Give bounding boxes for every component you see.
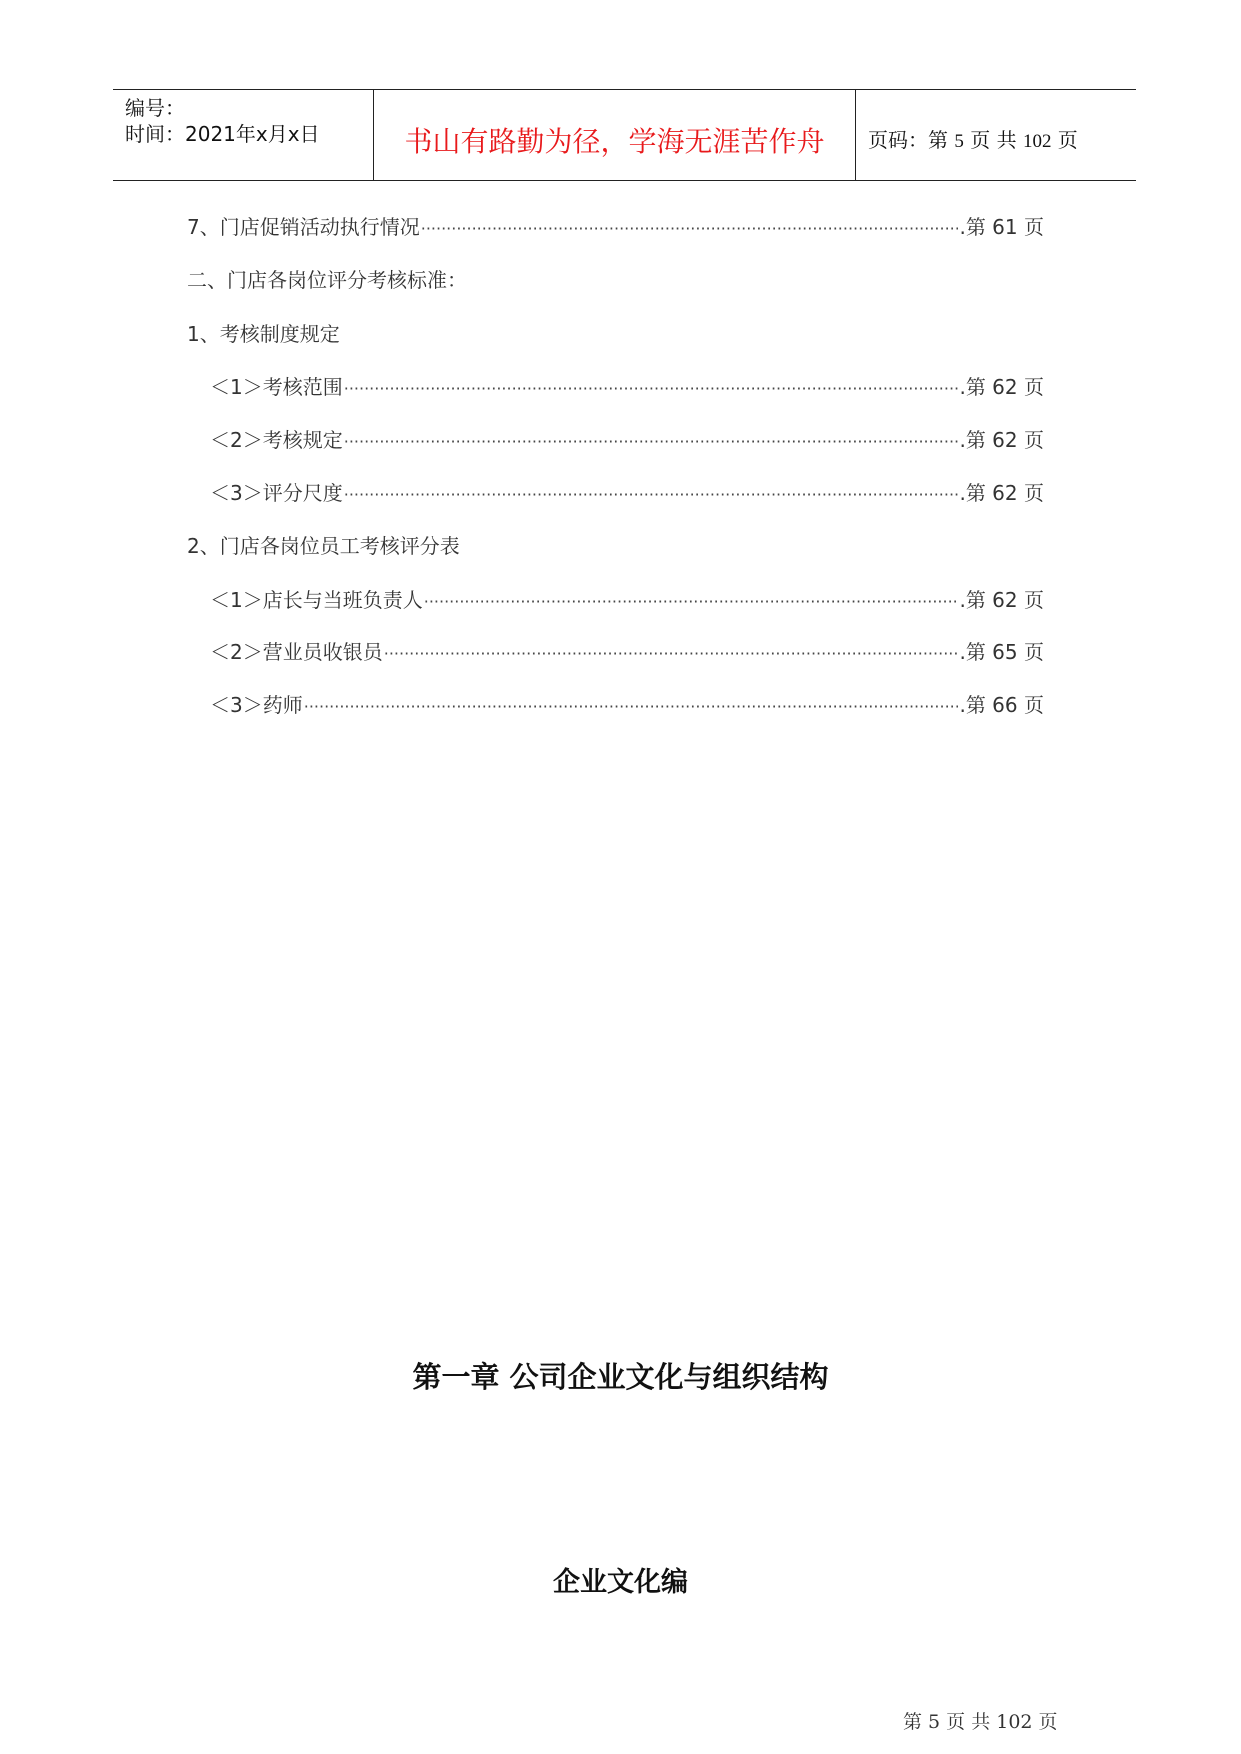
toc-leader — [424, 592, 959, 611]
page-current: 5 — [954, 131, 964, 152]
toc-entry[interactable] — [210, 584, 1044, 613]
date-line: 时间：2021年x月x日 — [125, 122, 320, 146]
toc-entry-label: ＜1＞考核范围 — [210, 375, 343, 399]
toc-entry-label: ＜2＞营业员收银员 — [210, 640, 383, 664]
toc-leader — [344, 379, 959, 398]
page-total: 102 — [1022, 131, 1052, 152]
toc-entry[interactable] — [210, 636, 1044, 665]
toc-subsection-title: 1、考核制度规定 — [187, 322, 340, 346]
toc-leader — [304, 697, 959, 716]
motto: 书山有路勤为径，学海无涯苦作舟 — [404, 125, 825, 158]
page-prefix: 页码：第 — [868, 128, 948, 152]
page-mid: 页 共 — [970, 128, 1017, 152]
header-meta-cell — [113, 90, 373, 180]
toc-entry-page: .第 62 页 — [959, 588, 1044, 612]
header-page-cell — [856, 90, 1136, 180]
toc-entry[interactable] — [210, 477, 1044, 506]
chapter-title: 第一章 公司企业文化与组织结构 — [412, 1360, 829, 1394]
toc-leader — [344, 485, 959, 504]
toc-section-title: 二、门店各岗位评分考核标准： — [187, 268, 467, 292]
toc-entry-page: .第 62 页 — [959, 428, 1044, 452]
section-title: 企业文化编 — [553, 1567, 688, 1598]
toc-leader — [384, 644, 959, 663]
toc-entry-label: ＜3＞药师 — [210, 693, 303, 717]
toc-entry-label: ＜1＞店长与当班负责人 — [210, 588, 423, 612]
page-footer: 第 5 页 共 102 页 — [903, 1711, 1058, 1733]
toc-entry-label: ＜2＞考核规定 — [210, 428, 343, 452]
toc-entry[interactable] — [210, 689, 1044, 718]
header-page-number — [868, 124, 1078, 153]
header-motto-cell — [373, 90, 856, 180]
number-label: 编号： — [125, 96, 185, 120]
toc-entry-label: 7、门店促销活动执行情况 — [187, 215, 420, 239]
page-suffix: 页 — [1057, 128, 1078, 152]
toc-subsection-title: 2、门店各岗位员工考核评分表 — [187, 534, 460, 558]
toc-entry-page: .第 66 页 — [959, 693, 1044, 717]
toc-leader — [421, 219, 959, 238]
page-header — [113, 89, 1136, 181]
toc-leader — [344, 432, 959, 451]
toc-entry-page: .第 62 页 — [959, 375, 1044, 399]
toc-entry[interactable] — [210, 371, 1044, 400]
toc-entry[interactable] — [187, 211, 1044, 240]
toc-entry-page: .第 62 页 — [959, 481, 1044, 505]
toc-entry-label: ＜3＞评分尺度 — [210, 481, 343, 505]
toc-entry-page: .第 61 页 — [959, 215, 1044, 239]
toc-entry-page: .第 65 页 — [959, 640, 1044, 664]
toc-entry[interactable] — [210, 424, 1044, 453]
